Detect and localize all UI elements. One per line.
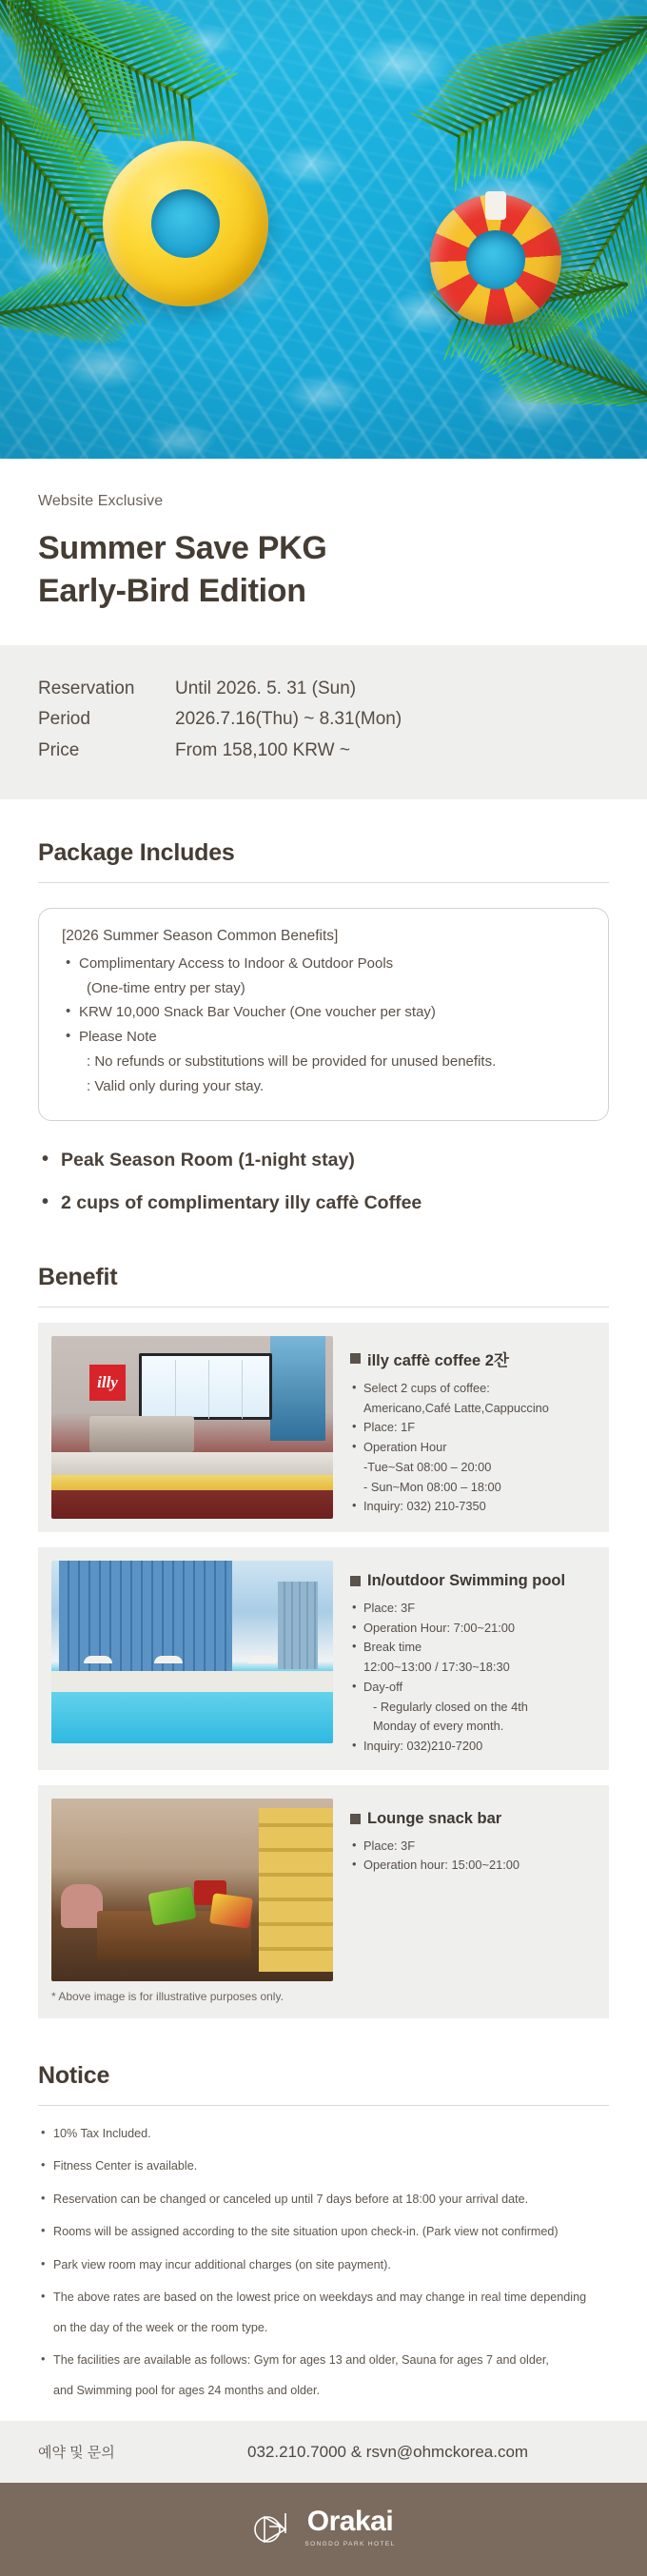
counter-decor bbox=[51, 1452, 333, 1477]
info-row-label: Price bbox=[38, 740, 80, 761]
list-item bbox=[38, 2289, 609, 2337]
list-item: • Break time bbox=[350, 1638, 590, 1658]
notice-heading: Notice bbox=[38, 2061, 110, 2089]
square-bullet-icon bbox=[350, 1814, 361, 1824]
list-item: • KRW 10,000 Snack Bar Voucher (One voucher per stay) bbox=[62, 1000, 585, 1025]
list-item: : No refunds or substitutions will be provided for unused benefits. bbox=[87, 1052, 497, 1070]
list-item bbox=[38, 2256, 609, 2275]
reservation-info-box bbox=[0, 645, 647, 799]
notice-text: Rooms will be assigned according to the site situation upon check-in. (Park view not confirmed) bbox=[53, 2225, 559, 2239]
list-item: • 2 cups of complimentary illy caffè Coffee bbox=[38, 1189, 609, 1218]
hero-vignette bbox=[0, 0, 647, 459]
hotel-tower-decor bbox=[59, 1561, 232, 1671]
notice-text: Park view room may incur additional charges (on site payment). bbox=[53, 2257, 391, 2271]
list-item: • Peak Season Room (1-night stay) bbox=[38, 1146, 609, 1175]
list-item bbox=[38, 2351, 609, 2400]
notice-text-continued: on the day of the week or the room type. bbox=[53, 2320, 268, 2334]
list-item: • Select 2 cups of coffee: bbox=[350, 1379, 590, 1399]
notice-text-continued: and Swimming pool for ages 24 months and older. bbox=[53, 2383, 321, 2397]
benefit-card-title-text: In/outdoor Swimming pool bbox=[367, 1571, 566, 1589]
header-block bbox=[0, 459, 647, 613]
package-main-list bbox=[38, 1146, 609, 1218]
notice-text: Reservation can be changed or canceled up until 7 days before at 18:00 your arrival date. bbox=[53, 2192, 529, 2206]
list-item bbox=[38, 2191, 609, 2210]
list-item: • Day-off bbox=[350, 1678, 590, 1698]
page-title bbox=[38, 527, 609, 613]
benefit-card-body bbox=[333, 1561, 596, 1757]
benefit-card-list bbox=[350, 1599, 590, 1757]
list-item: • Operation Hour bbox=[350, 1438, 590, 1458]
list-item: (One-time entry per stay) bbox=[87, 979, 245, 996]
benefit-heading: Benefit bbox=[38, 1263, 118, 1290]
benefit-card bbox=[38, 1547, 609, 1770]
list-item: Americano,Café Latte,Cappuccino bbox=[363, 1400, 549, 1415]
list-item: • Please Note bbox=[62, 1025, 585, 1050]
benefit-card-title bbox=[350, 1347, 590, 1370]
common-benefits-title: [2026 Summer Season Common Benefits] bbox=[62, 927, 339, 944]
info-row-value: From 158,100 KRW ~ bbox=[175, 740, 350, 761]
contact-bar bbox=[0, 2421, 647, 2483]
benefit-divider bbox=[38, 1307, 609, 1308]
list-item: • Inquiry: 032)210-7200 bbox=[350, 1737, 590, 1757]
illy-logo-icon: illy bbox=[89, 1365, 126, 1401]
hero-banner bbox=[0, 0, 647, 459]
package-divider bbox=[38, 882, 609, 883]
info-row-label: Period bbox=[38, 709, 90, 730]
info-row-value: Until 2026. 5. 31 (Sun) bbox=[175, 678, 357, 698]
benefit-card-title-text: illy caffè coffee 2잔 bbox=[367, 1351, 509, 1369]
benefit-card-list bbox=[350, 1837, 590, 1876]
notice-list bbox=[38, 2125, 609, 2401]
list-item: -Tue~Sat 08:00 – 20:00 bbox=[363, 1459, 492, 1474]
list-item: 12:00~13:00 / 17:30~18:30 bbox=[363, 1660, 510, 1675]
parasol-icon bbox=[247, 1656, 276, 1663]
list-item: - Regularly closed on the 4th bbox=[373, 1699, 528, 1714]
list-item: : Valid only during your stay. bbox=[87, 1077, 265, 1094]
contact-label: 예약 및 문의 bbox=[38, 2445, 115, 2462]
orakai-logo-text: Orakai bbox=[306, 2506, 394, 2538]
snack-pack-icon bbox=[209, 1893, 253, 1929]
square-bullet-icon bbox=[350, 1353, 361, 1364]
notice-text: The facilities are available as follows: Gym for ages 13 and older, Sauna for ages 7 and older, bbox=[53, 2353, 549, 2368]
benefit-card bbox=[38, 1323, 609, 1532]
pool-water-decor bbox=[51, 1692, 333, 1743]
package-heading: Package Includes bbox=[38, 838, 235, 866]
page-title-line1: Summer Save PKG bbox=[38, 530, 327, 566]
list-item: • Complimentary Access to Indoor & Outdoor Pools bbox=[62, 952, 585, 976]
info-row bbox=[38, 736, 609, 767]
list-item: • Place: 1F bbox=[350, 1418, 590, 1438]
benefit-card bbox=[38, 1785, 609, 1985]
contact-value[interactable]: 032.210.7000 & rsvn@ohmckorea.com bbox=[247, 2442, 529, 2461]
list-item: Monday of every month. bbox=[373, 1719, 504, 1734]
list-item: • Inquiry: 032) 210-7350 bbox=[350, 1497, 590, 1517]
info-row bbox=[38, 674, 609, 705]
benefit-card-body bbox=[333, 1799, 596, 1981]
menu-board-icon bbox=[139, 1353, 272, 1420]
common-benefits-box bbox=[38, 908, 609, 1121]
notice-text: The above rates are based on the lowest price on weekdays and may change in real time depending bbox=[53, 2291, 587, 2305]
list-item: • Place: 3F bbox=[350, 1599, 590, 1619]
kicker-label: Website Exclusive bbox=[38, 493, 164, 509]
notice-section bbox=[0, 2018, 647, 2401]
pool-deck-decor bbox=[51, 1671, 333, 1692]
benefit-card-body bbox=[333, 1336, 596, 1519]
notice-text: 10% Tax Included. bbox=[53, 2126, 151, 2140]
benefit-card-list bbox=[350, 1379, 590, 1517]
info-row-label: Reservation bbox=[38, 678, 135, 698]
notice-text: Fitness Center is available. bbox=[53, 2159, 198, 2173]
benefit-card-title-text: Lounge snack bar bbox=[367, 1809, 502, 1827]
list-item: • Operation hour: 15:00~21:00 bbox=[350, 1856, 590, 1876]
orakai-logo-mark-icon bbox=[251, 2508, 295, 2547]
site-footer bbox=[0, 2483, 647, 2576]
espresso-machine-decor bbox=[89, 1416, 194, 1452]
page-title-line2: Early-Bird Edition bbox=[38, 572, 306, 609]
snack-shelf-decor bbox=[259, 1808, 333, 1972]
list-item bbox=[38, 2125, 609, 2144]
package-includes-section bbox=[0, 799, 647, 1218]
benefit-section bbox=[0, 1231, 647, 2018]
notice-divider bbox=[38, 2105, 609, 2106]
square-bullet-icon bbox=[350, 1576, 361, 1586]
orakai-logo-subtitle: SONGDO PARK HOTEL bbox=[304, 2541, 396, 2548]
illustrative-note: * Above image is for illustrative purposes only. bbox=[38, 1984, 609, 2018]
second-tower-decor bbox=[278, 1582, 318, 1669]
illy-cafe-photo bbox=[51, 1336, 333, 1519]
list-item: • Operation Hour: 7:00~21:00 bbox=[350, 1619, 590, 1639]
parasol-icon bbox=[154, 1656, 183, 1663]
benefit-card-title bbox=[350, 1572, 590, 1590]
list-item bbox=[38, 2223, 609, 2242]
list-item: • Place: 3F bbox=[350, 1837, 590, 1857]
counter-lights-decor bbox=[51, 1475, 333, 1490]
common-benefits-list bbox=[62, 952, 585, 1099]
list-item: - Sun~Mon 08:00 – 18:00 bbox=[363, 1479, 501, 1494]
window-decor bbox=[270, 1336, 325, 1441]
parasol-icon bbox=[84, 1656, 112, 1663]
swimming-pool-photo bbox=[51, 1561, 333, 1743]
lounge-snack-bar-photo bbox=[51, 1799, 333, 1981]
info-row-value: 2026.7.16(Thu) ~ 8.31(Mon) bbox=[175, 709, 402, 730]
list-item bbox=[38, 2157, 609, 2176]
info-row bbox=[38, 704, 609, 736]
benefit-card-title bbox=[350, 1810, 590, 1828]
orakai-logo-text-group bbox=[304, 2507, 395, 2547]
